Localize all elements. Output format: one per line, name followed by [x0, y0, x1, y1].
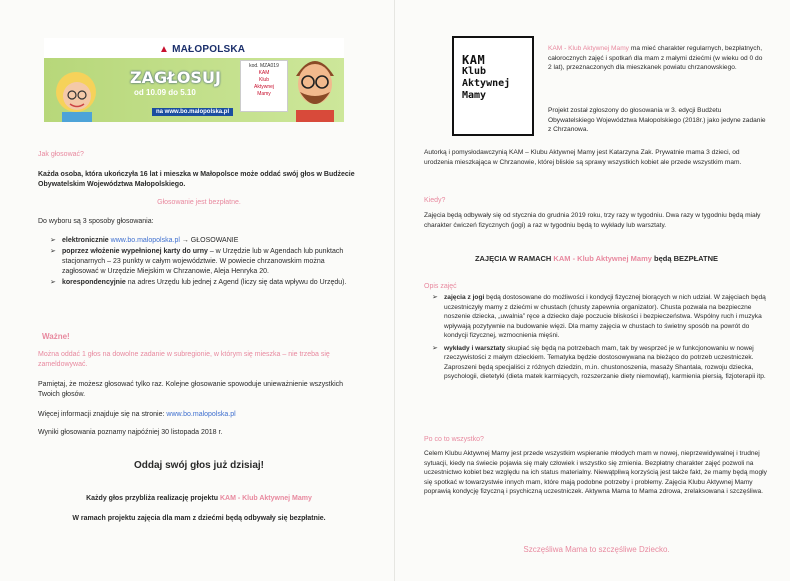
- banner-dates: od 10.09 do 5.10: [134, 88, 196, 97]
- free-vote-note: Głosowanie jest bezpłatne.: [157, 199, 241, 206]
- when-paragraph: Zajęcia będą odbywały się od stycznia do grudnia 2019 roku, trzy razy w tygodniu. Dwa razy w tygodniu będą miały charakter ćwiczeń fizycznych (jogi) a raz w tygodniu będą to wykłady lub warsztaty.: [424, 212, 761, 229]
- free-heading-lead: ZAJĘCIA W RAMACH: [474, 254, 552, 263]
- list-item: [50, 236, 362, 246]
- project-note: Projekt został zgłoszony do głosowania w 3. edycji Budżetu Obywatelskiego Województwa Małopolskiego (2018r.) jako jedyne zadanie z Chrzanowa.: [548, 107, 766, 133]
- closer-line: [38, 494, 360, 504]
- intro-project-name: KAM - Klub Aktywnej Mamy: [548, 45, 629, 52]
- more-info-line: [38, 410, 360, 420]
- why-paragraph: Celem Klubu Aktywnej Mamy jest przede wszystkim wspieranie młodych mam w nowej, nieprzewidywalnej i trudnej sytuacji, kiedy na świecie pojawia się mały człowiek i wszystko się zmienia. Bezpłatny charakter zajęć pozwoli na uczestnictwo kobiet bez względu na ich status materialny. Niewątpliwą korzyścią jest także fakt, że mamy będą mogły się spotkać w towarzystwie innych mam, które mają podobne potrzeby i problemy. Zajęcia Klubu Aktywnej Mamy poprawią kondycję fizyczną i psychiczną uczestniczek. Aktywna Mama to Mama zdrowa, zrelaksowana i szczęśliwa.: [424, 450, 767, 495]
- free-classes-heading: [424, 254, 769, 264]
- more-info-link[interactable]: www.bo.malopolska.pl: [166, 411, 236, 418]
- list-item: [50, 278, 362, 288]
- method-mail-label: korespondencyjnie: [62, 279, 126, 286]
- malopolska-logo: [159, 44, 245, 55]
- project-name: KAM - Klub Aktywnej Mamy: [219, 495, 312, 502]
- results-date-text: Wyniki głosowania poznamy najpóźniej 30 listopada 2018 r.: [38, 429, 223, 436]
- free-classes-note: W ramach projektu zajęcia dla mam z dziećmi będą odbywały się bezpłatnie.: [72, 515, 326, 522]
- important-heading: Ważne!: [42, 332, 70, 341]
- ballot-card-code: kod. MZA019: [249, 63, 279, 69]
- ballot-card-kam: KAM: [258, 70, 270, 76]
- free-heading-tail: będą BEZPŁATNE: [654, 254, 719, 263]
- call-to-action: Oddaj swój głos już dzisiaj!: [133, 460, 264, 471]
- heading-why: Po co to wszystko?: [424, 436, 484, 443]
- classes-description-list: [432, 293, 770, 383]
- voting-methods-list: [50, 236, 362, 289]
- heading-how-to-vote: Jak głosować?: [38, 151, 84, 158]
- heading-when: Kiedy?: [424, 197, 446, 204]
- list-item: [432, 344, 770, 382]
- one-vote-rule: Można oddać 1 głos na dowolne zadanie w subregionie, w którym się mieszka – nie trzeba się zameldowywać.: [38, 351, 330, 368]
- method-electronic-label: elektronicznie: [62, 237, 109, 244]
- intro-text: ma mieć charakter regularnych, bezpłatnych, całorocznych zajęć i spotkań dla mam z małymi dziećmi (w wieku od 0 do 2 lat), przeznaczonych dla mieszkanek powiatu chrzanowskiego.: [548, 45, 763, 71]
- yoga-label: zajęcia z jogi: [444, 294, 485, 301]
- method-ballot-label: poprzez włożenie wypełnionej karty do urny: [62, 248, 208, 255]
- woman-illustration-icon: [50, 62, 104, 122]
- intro-paragraph: [548, 44, 766, 73]
- kam-logo: [452, 36, 534, 136]
- ballot-card-klub: Klub: [258, 77, 269, 83]
- banner-url: na www.bo.malopolska.pl: [152, 108, 233, 116]
- malopolska-logo-icon: ▲: [159, 44, 170, 55]
- kam-logo-title: KAM: [462, 53, 486, 67]
- more-info-text: Więcej informacji znajduje się na stronie:: [38, 411, 165, 418]
- description-label: Opis zajęć: [424, 283, 457, 290]
- workshops-label: wykłady i warsztaty: [444, 344, 506, 352]
- kam-logo-mamy: Mamy: [462, 90, 487, 101]
- man-illustration-icon: [288, 46, 342, 122]
- vote-site-link[interactable]: www.bo.malopolska.pl: [110, 237, 180, 244]
- free-heading-project: KAM - Klub Aktywnej Mamy: [553, 254, 652, 263]
- list-item: [50, 247, 362, 277]
- method-mail-text: na adres Urzędu lub jednej z Agend (liczy się data wpływu do Urzędu).: [127, 279, 347, 286]
- kam-logo-klub: Klub: [462, 66, 487, 77]
- yoga-text: będą dostosowane do możliwości i kondycji fizycznej biorących w nich udział. W zajęciach będą uczestniczyły mamy z dziećmi w chustach (chusty zapewnia organizator). Chusta pozwala na bezpieczne noszenie dziecka, „uwalnia” ręce a dziecko daje poczucie bliskości i bezpieczeństwa. Wspólny ruch i muzyka wpływają pozytywnie na budowanie więzi. Dla mamy zajęcia w chustach to świetny sposób na powrót do kondycji fizycznej, wzmocnienia mięśni.: [444, 294, 766, 339]
- motto: Szczęśliwa Mama to szczęśliwe Dziecko.: [523, 545, 670, 554]
- who-can-vote-text: Każda osoba, która ukończyła 16 lat i mieszka w Małopolsce może oddać swój głos w Budżecie Obywatelskim Województwa Małopolskiego.: [38, 171, 355, 188]
- ballot-card-mamy: Mamy: [257, 91, 271, 97]
- banner-headline: ZAGŁOSUJ: [130, 68, 221, 87]
- voting-methods-intro: Do wyboru są 3 sposoby głosowania:: [38, 218, 154, 225]
- list-item: [432, 293, 770, 341]
- method-electronic-tail: → GŁOSOWANIE: [181, 237, 239, 244]
- kam-logo-aktywnej: Aktywnej: [462, 78, 511, 89]
- closer-text: Każdy głos przybliża realizację projektu: [86, 495, 218, 502]
- author-paragraph: Autorką i pomysłodawczynią KAM – Klubu Aktywnej Mamy jest Katarzyna Zak. Prywatnie mama 3 dzieci, od urodzenia mieszkająca w Chrzanowie, której bliskie są sprawy wszystkich kobiet ale przede wszystkim mam.: [424, 149, 742, 166]
- vote-once-rule: Pamiętaj, że możesz głosować tylko raz. Kolejne głosowanie spowoduje unieważnienie wszystkich Twoich głosów.: [38, 381, 344, 398]
- method-ballot-text: – w Urzędzie lub w Agendach lub punktach stacjonarnych – 23 punkty w całym województwie. W powiecie chrzanowskim można zagłosować w Urzędzie Miejskim w Chrzanowie, Aleja Henryka 20.: [62, 248, 344, 275]
- banner-brand: MAŁOPOLSKA: [172, 44, 246, 55]
- ballot-card: [240, 60, 288, 112]
- workshops-text: skupiać się będą na potrzebach mam, tak by wesprzeć je w funkcjonowaniu w nowej rzeczywistości z małym dzieckiem. Tematyka będzie dostosowywana na bieżąco do potrzeb uczestniczek. Zaproszeni będą specjaliści z różnych dziedzin, m.in. chustonoszenia, masaży Shantala, rozwoju dziecka, psychologii, dietetyki (dieta matek karmiących, rozszerzanie diety niemowląt), karmienia piersią, fizjoterapii itp.: [444, 344, 766, 380]
- ballot-card-aktywnej: Aktywnej: [253, 84, 274, 90]
- malopolska-banner: [44, 38, 344, 122]
